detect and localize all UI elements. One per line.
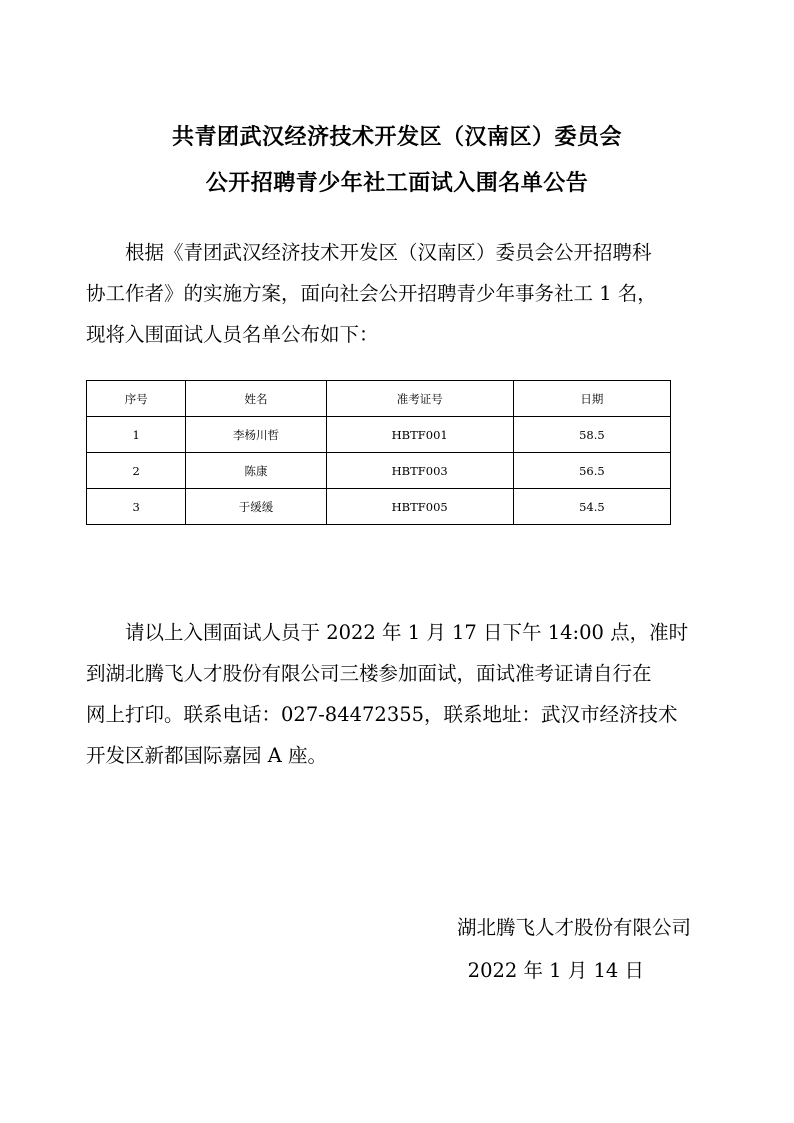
notice-line-1: 请以上入围面试人员于 2022 年 1 月 17 日下午 14:00 点，准时	[125, 621, 689, 644]
intro-paragraph	[86, 232, 710, 355]
notice-line-3: 网上打印。联系电话：027-84472355，联系地址：武汉市经济技术	[86, 703, 678, 726]
signature-date: 2022 年 1 月 14 日	[467, 959, 644, 982]
header-date: 日期	[513, 381, 670, 417]
table-header-row	[87, 381, 671, 417]
notice-paragraph	[86, 612, 710, 776]
title-line-1: 共青团武汉经济技术开发区（汉南区）委员会	[171, 125, 622, 150]
title-line-2: 公开招聘青少年社工面试入围名单公告	[205, 171, 589, 196]
notice-line-2: 到湖北腾飞人才股份有限公司三楼参加面试，面试准考证请自行在	[86, 662, 652, 685]
intro-line-3: 现将入围面试人员名单公布如下：	[86, 323, 379, 346]
notice-line-4: 开发区新都国际嘉园 A 座。	[86, 744, 327, 767]
cell-ticket-number: HBTF001	[326, 417, 513, 453]
cell-date: 56.5	[513, 453, 670, 489]
cell-ticket-number: HBTF005	[326, 489, 513, 525]
cell-name: 于缓缓	[186, 489, 326, 525]
cell-date: 58.5	[513, 417, 670, 453]
cell-index: 2	[87, 453, 186, 489]
table-row	[87, 453, 671, 489]
table-row	[87, 417, 671, 453]
cell-name: 陈康	[186, 453, 326, 489]
cell-date: 54.5	[513, 489, 670, 525]
cell-index: 1	[87, 417, 186, 453]
table-row	[87, 489, 671, 525]
candidate-table	[86, 380, 671, 525]
header-name: 姓名	[186, 381, 326, 417]
cell-name: 李杨川哲	[186, 417, 326, 453]
cell-ticket-number: HBTF003	[326, 453, 513, 489]
cell-index: 3	[87, 489, 186, 525]
header-ticket-number: 准考证号	[326, 381, 513, 417]
signature-company: 湖北腾飞人才股份有限公司	[456, 916, 691, 939]
intro-line-2: 协工作者》的实施方案，面向社会公开招聘青少年事务社工 1 名，	[86, 282, 657, 305]
header-index: 序号	[87, 381, 186, 417]
intro-line-1: 根据《青团武汉经济技术开发区（汉南区）委员会公开招聘科	[125, 241, 652, 264]
